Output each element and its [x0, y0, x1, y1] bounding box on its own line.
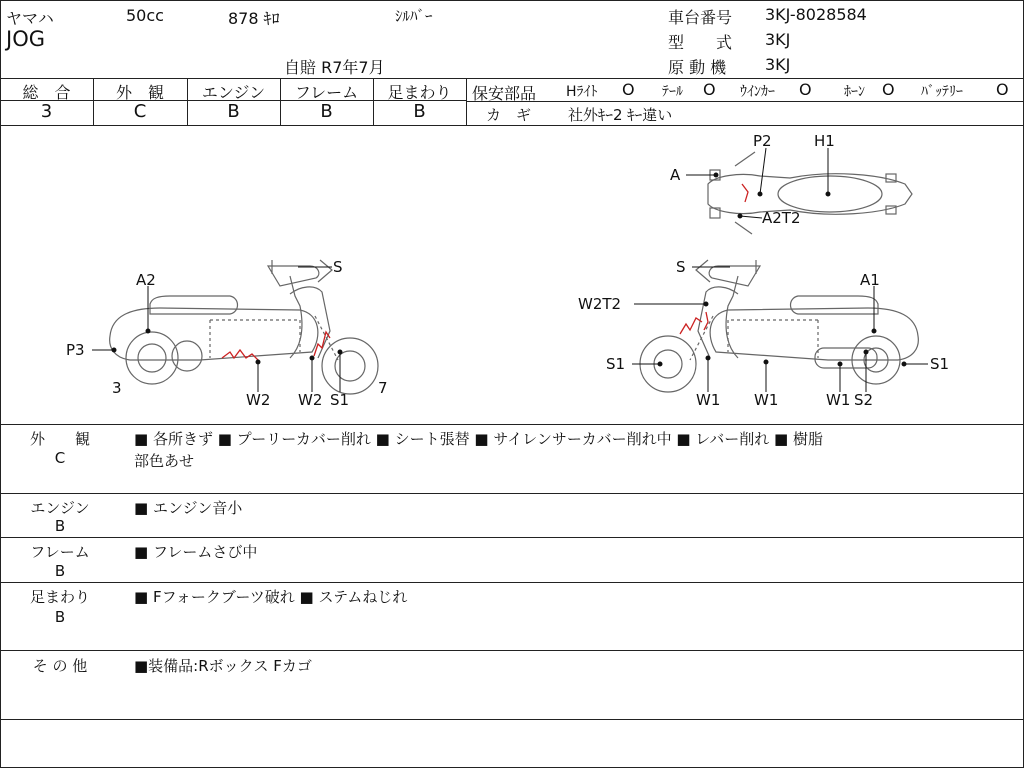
safety-item-horn: ﾎｰﾝ: [844, 84, 865, 100]
maker: ヤマハ: [6, 9, 54, 28]
type-label: 型 式: [668, 33, 733, 52]
engine-model-value: 3KJ: [765, 55, 791, 74]
label-right-s1b: S1: [930, 355, 950, 373]
label-right-a1: A1: [860, 271, 880, 289]
label-left-p3: P3: [66, 341, 85, 359]
grade-exterior-value: C: [133, 101, 147, 122]
key-label: カ ギ: [486, 106, 532, 124]
grade-suspension-label: 足まわり: [387, 83, 452, 102]
remark-suspension-text: ■ Fフォークブーツ破れ ■ ステムねじれ: [134, 588, 408, 606]
remark-suspension-label: 足まわり: [29, 588, 90, 606]
grade-total-value: 3: [40, 101, 53, 122]
label-top-p2: P2: [753, 132, 772, 150]
label-left-w2b: W2: [298, 391, 323, 409]
label-left-a2: A2: [136, 271, 156, 289]
engine-model-label: 原 動 機: [668, 58, 727, 77]
remark-exterior-label: 外 観: [29, 430, 90, 448]
safety-mark-winker: O: [799, 80, 812, 99]
remark-exterior-grade: C: [54, 449, 66, 467]
key-value: 社外ｷｰ2 ｷｰ違い: [568, 106, 673, 124]
safety-label: 保安部品: [472, 84, 537, 103]
label-right-s1a: S1: [606, 355, 626, 373]
chassis-label: 車台番号: [668, 8, 733, 27]
label-right-s: S: [676, 258, 686, 276]
safety-item-headlight: Hﾗｲﾄ: [566, 84, 598, 100]
displacement: 50cc: [126, 6, 164, 25]
grade-engine-value: B: [227, 101, 240, 122]
model-name: JOG: [6, 27, 45, 51]
safety-item-tail: ﾃｰﾙ: [662, 84, 683, 100]
scooter-top-view: [708, 152, 912, 234]
grade-total-label: 総 合: [22, 83, 71, 102]
chassis-value: 3KJ-8028584: [765, 5, 867, 24]
remark-suspension-grade: B: [54, 608, 66, 626]
grade-frame-value: B: [320, 101, 333, 122]
label-left-s: S: [333, 258, 343, 276]
remark-frame-label: フレーム: [30, 543, 90, 561]
grade-frame-label: フレーム: [294, 83, 359, 102]
safety-mark-tail: O: [703, 80, 716, 99]
remark-frame-grade: B: [54, 562, 66, 580]
label-right-s2: S2: [854, 391, 874, 409]
remark-exterior-text2: 部色あせ: [134, 452, 195, 470]
safety-mark-headlight: O: [622, 80, 635, 99]
remark-exterior-text: ■ 各所きず ■ プーリーカバー削れ ■ シート張替 ■ サイレンサーカバー削れ中 ■ レバー削れ ■ 樹脂: [134, 430, 823, 448]
label-left-s1: S1: [330, 391, 350, 409]
grade-suspension-value: B: [413, 101, 426, 122]
safety-item-battery: ﾊﾞｯﾃﾘｰ: [921, 84, 963, 100]
safety-item-winker: ｳｲﾝｶｰ: [740, 84, 775, 100]
safety-mark-horn: O: [882, 80, 895, 99]
grade-engine-label: エンジン: [201, 83, 266, 102]
label-left-7: 7: [378, 379, 388, 397]
remark-other-text: ■装備品:Rボックス Fカゴ: [134, 657, 312, 675]
remark-other-label: そ の 他: [32, 657, 88, 675]
remark-engine-label: エンジン: [30, 499, 90, 517]
grade-exterior-label: 外 観: [115, 83, 164, 102]
label-right-w1b: W1: [754, 391, 779, 409]
label-right-w1c: W1: [826, 391, 851, 409]
damage-diagram: [0, 126, 1024, 424]
label-left-3: 3: [112, 379, 122, 397]
label-top-h1: H1: [814, 132, 835, 150]
label-right-w2t2: W2T2: [578, 295, 622, 313]
remark-engine-text: ■ エンジン音小: [134, 499, 243, 517]
type-value: 3KJ: [765, 30, 791, 49]
label-left-w2a: W2: [246, 391, 271, 409]
label-top-a: A: [670, 166, 681, 184]
mileage: 878 ｷﾛ: [228, 9, 280, 28]
remark-engine-grade: B: [54, 517, 66, 535]
label-right-w1a: W1: [696, 391, 721, 409]
color: ｼﾙﾊﾞｰ: [395, 7, 433, 25]
insurance: 自賠 R7年7月: [284, 58, 385, 77]
label-top-a2t2: A2T2: [762, 209, 801, 227]
remark-frame-text: ■ フレームさび中: [134, 543, 258, 561]
safety-mark-battery: O: [996, 80, 1009, 99]
